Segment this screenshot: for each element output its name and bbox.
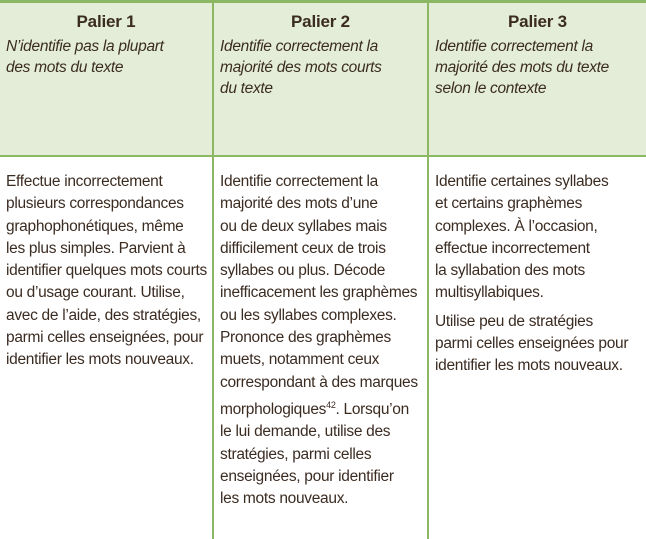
header-cell <box>0 2 213 157</box>
level-description <box>6 36 206 78</box>
paragraph-line: ou d’usage courant. Utilise, <box>6 284 185 302</box>
paragraph-line: graphophonétiques, même <box>6 217 184 235</box>
level-paragraph <box>220 171 421 511</box>
description-line: selon le contexte <box>435 80 547 97</box>
paragraph-line: stratégies, parmi celles <box>220 445 372 463</box>
paragraph-line: majorité des mots d’une <box>220 195 378 213</box>
paragraph-line: et certains graphèmes <box>435 195 583 213</box>
body-cell <box>0 156 213 539</box>
description-line: des mots du texte <box>6 59 124 76</box>
paragraph-line <box>220 394 421 421</box>
paragraph-line: les plus simples. Parvient à <box>6 239 186 257</box>
paragraph-line: Utilise peu de stratégies <box>435 312 593 330</box>
paragraph-line: avec de l’aide, des stratégies, <box>6 306 201 324</box>
level-paragraph <box>6 171 206 372</box>
header-row <box>0 2 646 157</box>
body-cell <box>213 156 428 539</box>
paragraph-line: effectue incorrectement <box>435 239 590 257</box>
description-line: majorité des mots du texte <box>435 59 609 76</box>
paragraph-line: parmi celles enseignées, pour <box>6 329 204 347</box>
paragraph-line: Identifie correctement la <box>220 173 378 190</box>
paragraph-line: ou les syllabes complexes. <box>220 306 397 324</box>
paragraph-line: correspondant à des marques <box>220 373 418 391</box>
level-description <box>220 36 421 99</box>
paragraph-line: multisyllabiques. <box>435 284 544 302</box>
paragraph-line: enseignées, pour identifier <box>220 468 394 486</box>
paragraph-line: plusieurs correspondances <box>6 195 184 213</box>
level-title: Palier 2 <box>291 12 350 31</box>
description-line: du texte <box>220 80 273 97</box>
paragraph-line: la syllabation des mots <box>435 262 585 280</box>
paragraph-line: difficilement ceux de trois <box>220 239 386 257</box>
paragraph-line: muets, notamment ceux <box>220 351 380 369</box>
description-line: Identifie correctement la <box>220 38 378 55</box>
paragraph-line: identifier les mots nouveaux. <box>435 357 623 375</box>
level-title: Palier 3 <box>508 12 567 31</box>
header-cell <box>428 2 646 157</box>
paragraph-line: syllabes ou plus. Décode <box>220 262 386 280</box>
paragraph-line: les mots nouveaux. <box>220 490 349 508</box>
body-cell <box>428 156 646 539</box>
paragraph-line: complexes. À l’occasion, <box>435 217 598 235</box>
paragraph-line: identifier les mots nouveaux. <box>6 351 194 369</box>
header-cell <box>213 2 428 157</box>
paragraph-line: parmi celles enseignées pour <box>435 335 629 353</box>
description-line: N’identifie pas la plupart <box>6 38 164 55</box>
paragraph-line: Prononce des graphèmes <box>220 329 391 347</box>
level-paragraph <box>435 311 640 378</box>
paragraph-line: Effectue incorrectement <box>6 173 163 190</box>
text-fragment: morphologiques <box>220 401 327 419</box>
text-fragment: . Lorsqu’on <box>335 401 409 419</box>
level-description <box>435 36 640 99</box>
paragraph-line: Identifie certaines syllabes <box>435 173 609 190</box>
level-title: Palier 1 <box>76 12 136 31</box>
paragraph-line: identifier quelques mots courts <box>6 262 207 280</box>
description-line: Identifie correctement la <box>435 38 593 55</box>
paragraph-line: inefficacement les graphèmes <box>220 284 418 302</box>
footnote-reference: 42 <box>326 399 336 410</box>
paragraph-line: ou de deux syllabes mais <box>220 217 387 235</box>
level-paragraph <box>435 171 640 305</box>
paragraph-line: le lui demande, utilise des <box>220 423 391 441</box>
description-line: majorité des mots courts <box>220 59 382 76</box>
body-row <box>0 156 646 539</box>
